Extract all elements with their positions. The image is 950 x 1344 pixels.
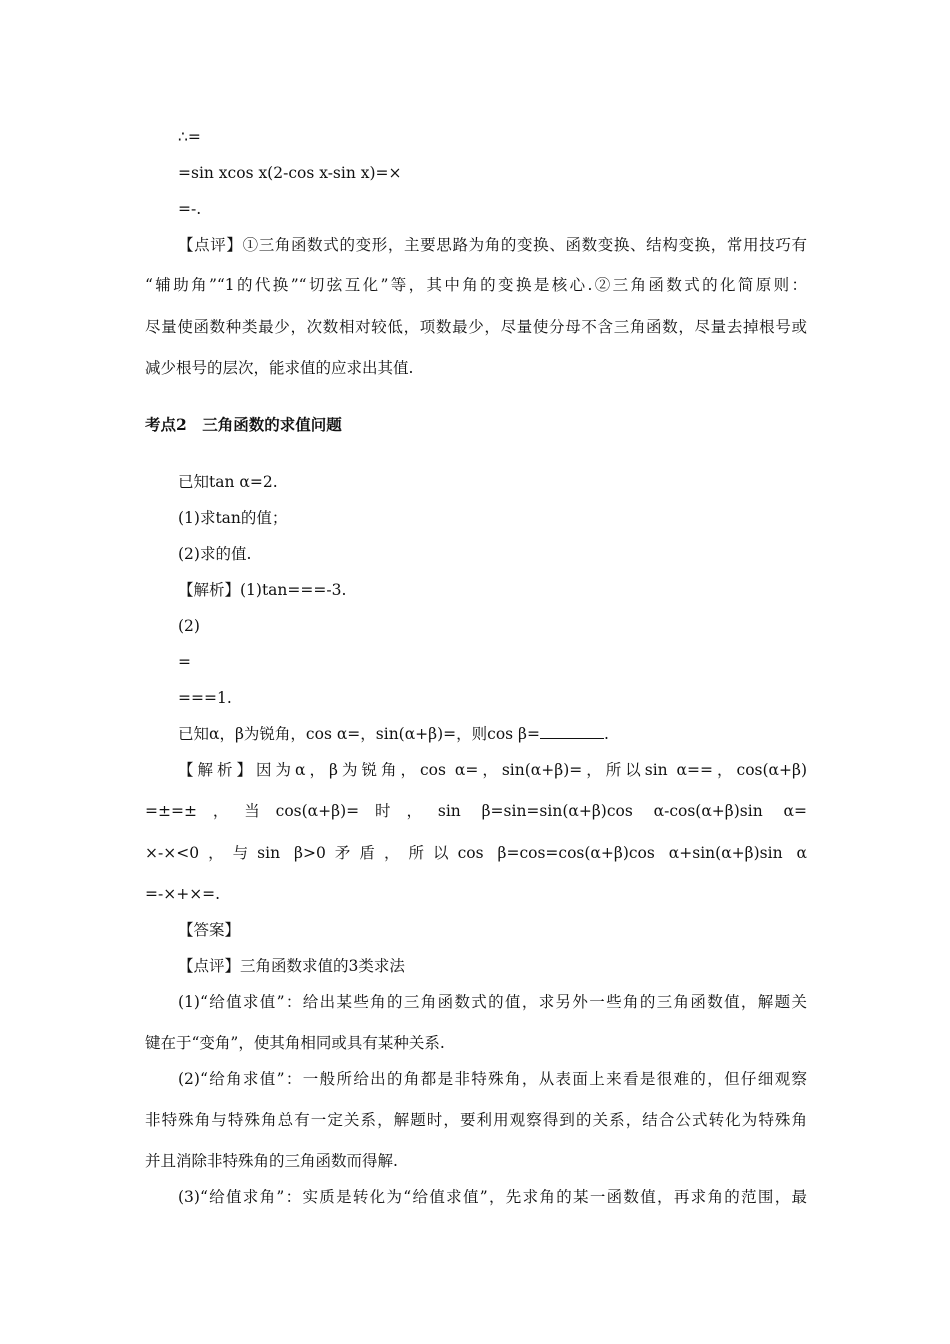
problem-line: 已知tan α=2. — [178, 473, 278, 491]
problem-line — [178, 724, 609, 744]
equation-line: ∴= — [178, 128, 201, 146]
solution-line: 【解析】(1)tan===-3. — [178, 581, 347, 599]
problem-text: 已知α，β为锐角，cos α=，sin(α+β)=，则cos β= — [178, 725, 541, 743]
solution-line: 【解析】因为α，β为锐角，cos α=，sin(α+β)=，所以sin α==，cos(α+β) — [178, 761, 807, 779]
comment-paragraph-line: 减少根号的层次，能求值的应求出其值. — [145, 359, 414, 377]
comment-paragraph-line: (2)“给角求值”：一般所给出的角都是非特殊角，从表面上来看是很难的，但仔细观察 — [178, 1070, 807, 1088]
solution-line: ===1. — [178, 689, 232, 707]
problem-line: (2)求的值. — [178, 545, 252, 563]
answer-blank — [540, 724, 604, 739]
answer-label: 【答案】 — [178, 921, 241, 939]
section-heading: 考点2 三角函数的求值问题 — [145, 415, 342, 434]
comment-paragraph-line: 键在于“变角”，使其角相同或具有某种关系. — [145, 1034, 445, 1052]
comment-paragraph-line: (1)“给值求值”：给出某些角的三角函数式的值，求另外一些角的三角函数值，解题关 — [178, 993, 807, 1011]
comment-paragraph-line: 并且消除非特殊角的三角函数而得解. — [145, 1152, 398, 1170]
comment-paragraph-line: 【点评】①三角函数式的变形，主要思路为角的变换、函数变换、结构变换，常用技巧有 — [178, 236, 807, 254]
solution-line: = — [178, 653, 191, 671]
solution-line: (2) — [178, 617, 200, 635]
equation-line: =sin xcos x(2-cos x-sin x)=× — [178, 164, 402, 182]
comment-paragraph-line: 尽量使函数种类最少，次数相对较低，项数最少，尽量使分母不含三角函数，尽量去掉根号或 — [145, 318, 807, 336]
problem-end: . — [604, 725, 609, 743]
solution-line: =±=±，当cos(α+β)=时，sin β=sin=sin(α+β)cos α-cos(α+β)sin α= — [145, 802, 807, 820]
comment-paragraph-line: (3)“给值求角”：实质是转化为“给值求值”，先求角的某一函数值，再求角的范围，最 — [178, 1188, 807, 1206]
problem-line: (1)求tan的值； — [178, 509, 288, 527]
comment-paragraph-line: “辅助角”“1的代换”“切弦互化”等，其中角的变换是核心.②三角函数式的化简原则： — [145, 276, 807, 294]
comment-paragraph-line: 非特殊角与特殊角总有一定关系，解题时，要利用观察得到的关系，结合公式转化为特殊角 — [145, 1111, 807, 1129]
equation-line: =-. — [178, 200, 202, 218]
solution-line: =-×+×=. — [145, 885, 221, 903]
comment-heading: 【点评】三角函数求值的3类求法 — [178, 957, 405, 975]
solution-line: ×-×<0，与sin β>0矛盾，所以cos β=cos=cos(α+β)cos α+sin(α+β)sin α — [145, 844, 807, 862]
